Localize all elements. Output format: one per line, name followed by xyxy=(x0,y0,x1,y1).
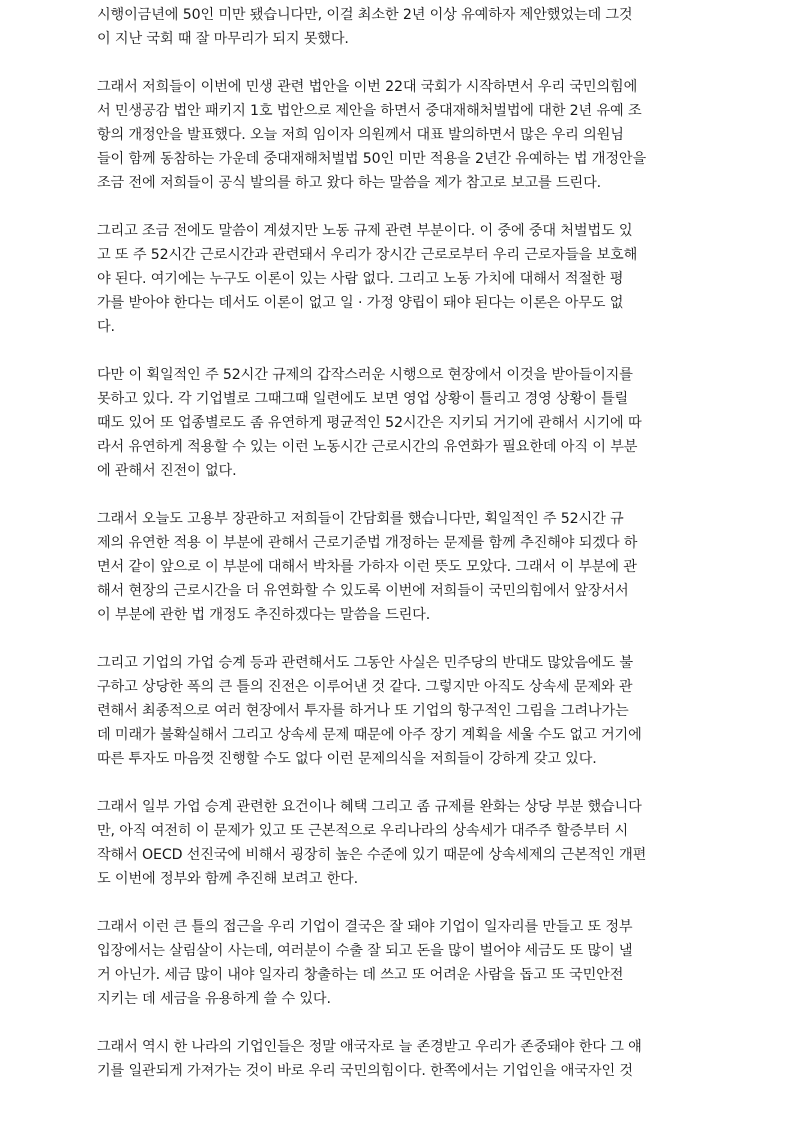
paragraph-line: 못하고 있다. 각 기업별로 그때그때 일련에도 보면 영업 상황이 틀리고 경영 상황이 틀릴 xyxy=(97,391,629,407)
paragraph-line: 서 민생공감 법안 패키지 1호 법안으로 제안을 하면서 중대재해처벌법에 대한 2년 유예 조 xyxy=(97,103,642,119)
paragraph-line: 기를 일관되게 가져가는 것이 바로 우리 국민의힘이다. 한쪽에서는 기업인을 애국자인 것 xyxy=(97,1063,633,1079)
paragraph xyxy=(97,795,646,891)
paragraph-line: 시행이금년에 50인 미만 됐습니다만, 이걸 최소한 2년 이상 유예하자 제안했었는데 그것 xyxy=(97,7,633,23)
paragraph xyxy=(97,1035,642,1083)
paragraph xyxy=(97,3,632,51)
paragraph xyxy=(97,75,646,195)
paragraph xyxy=(97,219,637,339)
paragraph-line: 라서 유연하게 적용할 수 있는 이런 노동시간 근로시간의 유연화가 필요한데 아직 이 부분 xyxy=(97,439,638,455)
paragraph-line: 들이 함께 동참하는 가운데 중대재해처벌법 50인 미만 적용을 2년간 유예하는 법 개정안을 xyxy=(97,151,647,167)
paragraph-line: 거 아닌가. 세금 많이 내야 일자리 창출하는 데 쓰고 또 어려운 사람을 돕고 또 국민안전 xyxy=(97,967,624,983)
paragraph-line: 항의 개정안을 발표했다. 오늘 저희 임이자 의원께서 대표 발의하면서 많은 우리 의원님 xyxy=(97,127,624,143)
paragraph-line: 이 지난 국회 때 잘 마무리가 되지 못했다. xyxy=(97,31,349,47)
paragraph xyxy=(97,363,642,483)
paragraph-line: 작해서 OECD 선진국에 비해서 굉장히 높은 수준에 있기 때문에 상속세제의 근본적인 개편 xyxy=(97,847,647,863)
paragraph-line: 그래서 오늘도 고용부 장관하고 저희들이 간담회를 했습니다만, 획일적인 주 52시간 규 xyxy=(97,511,624,527)
paragraph-line: 지키는 데 세금을 유용하게 쓸 수 있다. xyxy=(97,991,331,1007)
paragraph xyxy=(97,651,642,771)
paragraph-line: 면서 같이 앞으로 이 부분에 대해서 박차를 가하자 이런 뜻도 모았다. 그래서 이 부분에 관 xyxy=(97,559,637,575)
paragraph-line: 해서 현장의 근로시간을 더 유연화할 수 있도록 이번에 저희들이 국민의힘에서 앞장서서 xyxy=(97,583,629,599)
paragraph-line: 련해서 최종적으로 여러 현장에서 투자를 하거나 또 기업의 항구적인 그림을 그려나가는 xyxy=(97,703,629,719)
paragraph-line: 입장에서는 살림살이 사는데, 여러분이 수출 잘 되고 돈을 많이 벌어야 세금도 또 많이 낼 xyxy=(97,943,633,959)
paragraph-line: 에 관해서 진전이 없다. xyxy=(97,463,237,479)
paragraph-line: 다. xyxy=(97,319,115,335)
paragraph-line: 따른 투자도 마음껏 진행할 수도 없다 이런 문제의식을 저희들이 강하게 갖고 있다. xyxy=(97,751,597,767)
paragraph-line: 그래서 저희들이 이번에 민생 관련 법안을 이번 22대 국회가 시작하면서 우리 국민의힘에 xyxy=(97,79,638,95)
paragraph-line: 야 된다. 여기에는 누구도 이론이 있는 사람 없다. 그리고 노동 가치에 대해서 적절한 평 xyxy=(97,271,624,287)
paragraph-line: 조금 전에 저희들이 공식 발의를 하고 왔다 하는 말씀을 제가 참고로 보고를 드린다. xyxy=(97,175,601,191)
paragraph-line: 이 부분에 관한 법 개정도 추진하겠다는 말씀을 드린다. xyxy=(97,607,431,623)
paragraph-line: 제의 유연한 적용 이 부분에 관해서 근로기준법 개정하는 문제를 함께 추진해야 되겠다 하 xyxy=(97,535,638,551)
paragraph-line: 가를 받아야 한다는 데서도 이론이 없고 일 · 가정 양립이 돼야 된다는 이론은 아무도 없 xyxy=(97,295,624,311)
paragraph-line: 다만 이 획일적인 주 52시간 규제의 갑작스러운 시행으로 현장에서 이것을 받아들이지를 xyxy=(97,367,633,383)
paragraph-line: 그리고 기업의 가업 승계 등과 관련해서도 그동안 사실은 민주당의 반대도 많았음에도 불 xyxy=(97,655,633,671)
paragraph-line: 그리고 조금 전에도 말씀이 계셨지만 노동 규제 관련 부분이다. 이 중에 중대 처벌법도 있 xyxy=(97,223,633,239)
paragraph-line: 그래서 역시 한 나라의 기업인들은 정말 애국자로 늘 존경받고 우리가 존중돼야 한다 그 얘 xyxy=(97,1039,642,1055)
paragraph-line: 그래서 일부 가업 승계 관련한 요건이나 혜택 그리고 좀 규제를 완화는 상당 부분 했습니다 xyxy=(97,799,642,815)
paragraph-line: 그래서 이런 큰 틀의 접근을 우리 기업이 결국은 잘 돼야 기업이 일자리를 만들고 또 정부 xyxy=(97,919,633,935)
paragraph xyxy=(97,915,632,1011)
paragraph-line: 데 미래가 불확실해서 그리고 상속세 문제 때문에 아주 장기 계획을 세울 수도 없고 거기에 xyxy=(97,727,642,743)
paragraph xyxy=(97,507,637,627)
paragraph-line: 구하고 상당한 폭의 큰 틀의 진전은 이루어낸 것 같다. 그렇지만 아직도 상속세 문제와 관 xyxy=(97,679,633,695)
paragraph-line: 고 또 주 52시간 근로시간과 관련돼서 우리가 장시간 근로로부터 우리 근로자들을 보호해 xyxy=(97,247,638,263)
paragraph-line: 만, 아직 여전히 이 문제가 있고 또 근본적으로 우리나라의 상속세가 대주주 할증부터 시 xyxy=(97,823,629,839)
paragraph-line: 때도 있어 또 업종별로도 좀 유연하게 평균적인 52시간은 지키되 거기에 관해서 시기에 따 xyxy=(97,415,642,431)
paragraph-line: 도 이번에 정부와 함께 추진해 보려고 한다. xyxy=(97,871,358,887)
